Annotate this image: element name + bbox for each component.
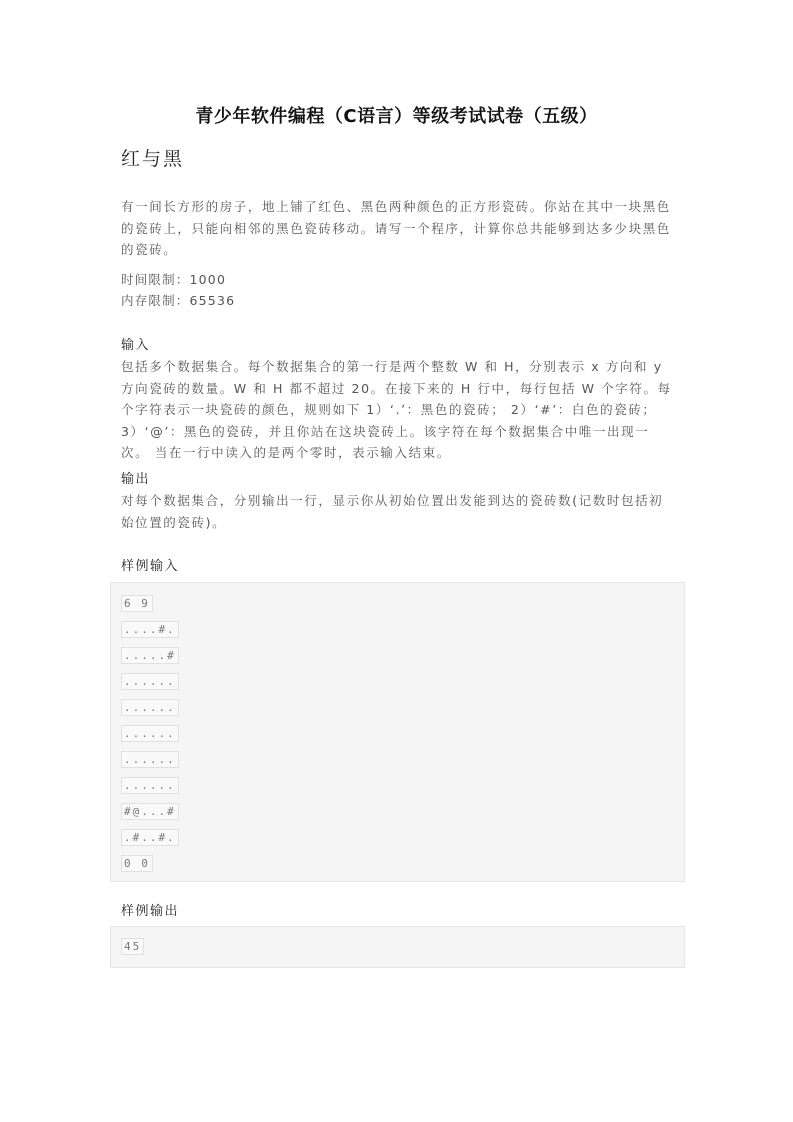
sample-input-heading: 样例输入 — [121, 559, 180, 574]
sample-output-box — [110, 926, 685, 968]
sample-input-line: ...... — [121, 777, 179, 794]
output-heading: 输出 — [121, 472, 151, 487]
sample-input-line: 0 0 — [121, 855, 153, 872]
input-description: 包括多个数据集合。每个数据集合的第一行是两个整数 W 和 H，分别表示 x 方向和 y 方向瓷砖的数量。W 和 H 都不超过 20。在接下来的 H 行中，每行包括 W 个字符。每个字符表示一块瓷砖的颜色，规则如下 1）‘.’：黑色的瓷砖； 2）‘#’：白色的瓷砖； 3）‘@’：黑色的瓷砖，并且你站在这块瓷砖上。该字符在每个数据集合中唯一出现一次。 当在一行中读入的是两个零时，表示输入结束。 — [121, 359, 672, 460]
sample-input-line: ....#. — [121, 621, 179, 638]
sample-input-line: ...... — [121, 751, 179, 768]
memory-limit: 内存限制：65536 — [121, 293, 236, 308]
sample-input-line: 6 9 — [121, 595, 153, 612]
sample-input-line: .#..#. — [121, 829, 179, 846]
sample-input-line: ...... — [121, 725, 179, 742]
sample-input-line: #@...# — [121, 803, 179, 820]
output-description: 对每个数据集合，分别输出一行，显示你从初始位置出发能到达的瓷砖数(记数时包括初始位置的瓷砖)。 — [121, 493, 664, 530]
time-limit: 时间限制：1000 — [121, 272, 227, 287]
problem-description: 有一间长方形的房子，地上铺了红色、黑色两种颜色的正方形瓷砖。你站在其中一块黑色的瓷砖上，只能向相邻的黑色瓷砖移动。请写一个程序，计算你总共能够到达多少块黑色的瓷砖。 — [121, 199, 671, 257]
sample-input-line: .....# — [121, 647, 179, 664]
sample-output-heading: 样例输出 — [121, 904, 180, 919]
sample-input-box — [110, 582, 685, 882]
sample-input-line: ...... — [121, 673, 179, 690]
input-heading: 输入 — [121, 338, 151, 353]
sample-output-line: 45 — [121, 938, 144, 955]
exam-title: 青少年软件编程（C语言）等级考试试卷（五级） — [195, 106, 598, 127]
sample-input-line: ...... — [121, 699, 179, 716]
problem-title: 红与黑 — [121, 148, 185, 170]
